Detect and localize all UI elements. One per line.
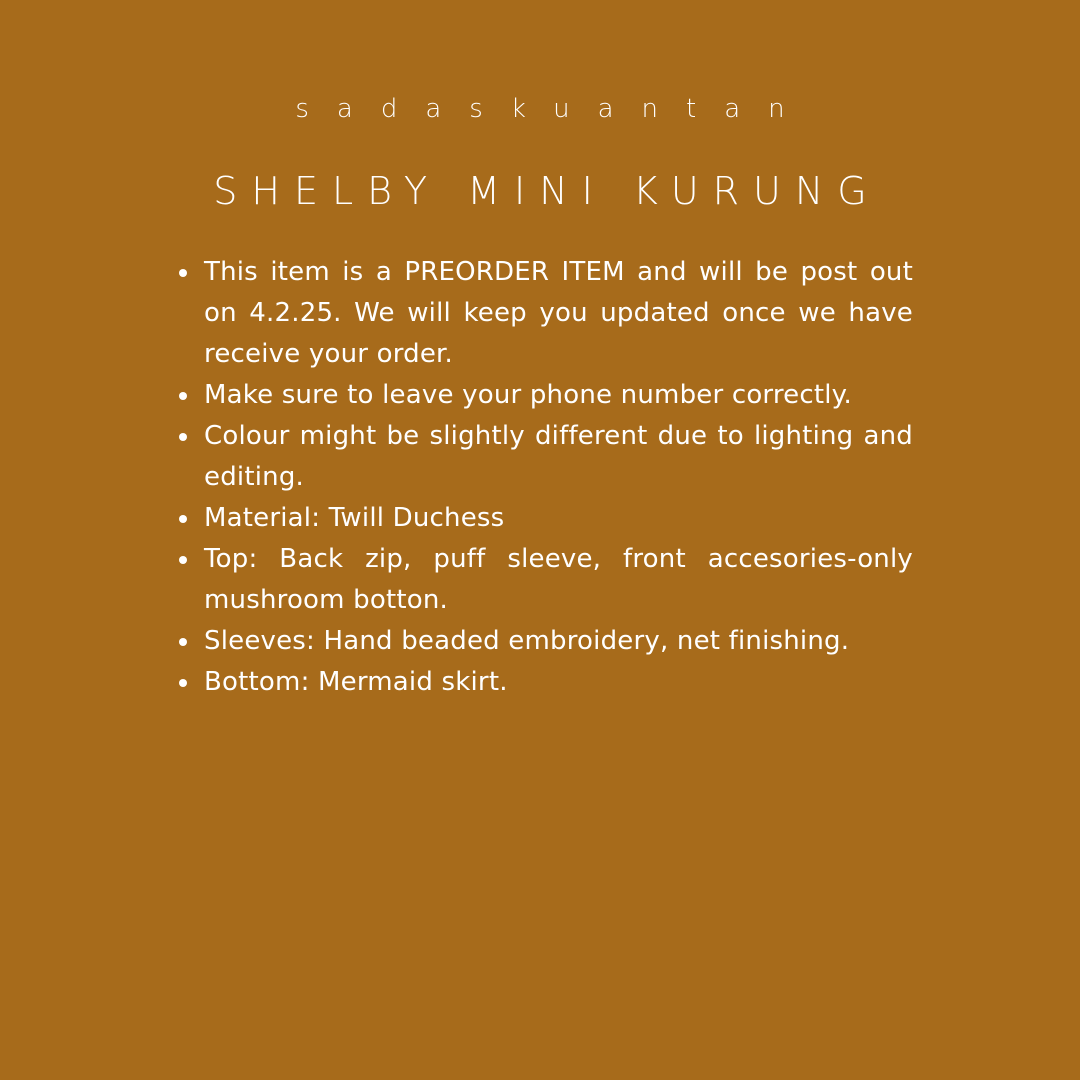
detail-item-top: Top: Back zip, puff sleeve, front accesories-only mushroom botton. <box>204 539 913 621</box>
brand-name: sadaskuantan <box>295 94 813 124</box>
detail-item-preorder: This item is a PREORDER ITEM and will be post out on 4.2.25. We will keep you updated once we have receive your order. <box>204 252 913 375</box>
product-title: SHELBY MINI KURUNG <box>213 169 881 213</box>
detail-item-colour: Colour might be slightly different due to lighting and editing. <box>204 416 913 498</box>
detail-item-phone: Make sure to leave your phone number correctly. <box>204 375 913 416</box>
product-details-list <box>204 252 913 703</box>
detail-item-material: Material: Twill Duchess <box>204 498 913 539</box>
detail-item-sleeves: Sleeves: Hand beaded embroidery, net finishing. <box>204 621 913 662</box>
detail-item-bottom: Bottom: Mermaid skirt. <box>204 662 913 703</box>
